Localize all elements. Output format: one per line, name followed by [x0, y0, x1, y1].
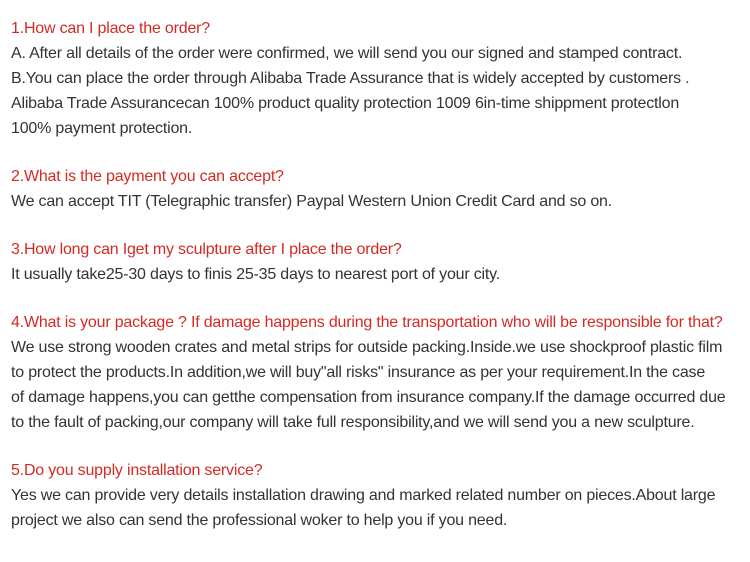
faq-answer-line: A. After all details of the order were confirmed, we will send you our signed and stamped contract.: [11, 45, 683, 62]
faq-answer-line: We can accept TIT (Telegraphic transfer) Paypal Western Union Credit Card and so on.: [11, 193, 612, 210]
faq-answer-line: of damage happens,you can getthe compensation from insurance company.If the damage occurred due: [11, 389, 726, 406]
faq-section-1: [11, 16, 740, 141]
faq-answer-line: B.You can place the order through Alibaba Trade Assurance that is widely accepted by customers .: [11, 70, 690, 87]
faq-answer-line: We use strong wooden crates and metal strips for outside packing.Inside.we use shockproof plastic film: [11, 339, 723, 356]
faq-question-3: 3.How long can Iget my sculpture after I place the order?: [11, 241, 402, 258]
faq-section-3: [11, 237, 740, 287]
faq-answer-line: It usually take25-30 days to finis 25-35 days to nearest port of your city.: [11, 266, 500, 283]
faq-answer-line: project we also can send the professional woker to help you if you need.: [11, 512, 508, 529]
faq-question-4: 4.What is your package ? If damage happens during the transportation who will be responsible for that?: [11, 314, 723, 331]
faq-answer-line: to the fault of packing,our company will take full responsibility,and we will send you a new sculpture.: [11, 414, 695, 431]
faq-section-2: [11, 164, 740, 214]
faq-answer-line: Yes we can provide very details installation drawing and marked related number on pieces.About large: [11, 487, 716, 504]
faq-answer-line: to protect the products.In addition,we will buy"all risks" insurance as per your requirement.In the case: [11, 364, 706, 381]
faq-question-5: 5.Do you supply installation service?: [11, 462, 263, 479]
faq-section-5: [11, 458, 740, 533]
faq-section-4: [11, 310, 740, 435]
faq-answer-line: 100% payment protection.: [11, 120, 193, 137]
faq-answer-line: Alibaba Trade Assurancecan 100% product quality protection 1009 6in-time shippment protectlon: [11, 95, 680, 112]
faq-question-1: 1.How can I place the order?: [11, 20, 210, 37]
faq-question-2: 2.What is the payment you can accept?: [11, 168, 284, 185]
